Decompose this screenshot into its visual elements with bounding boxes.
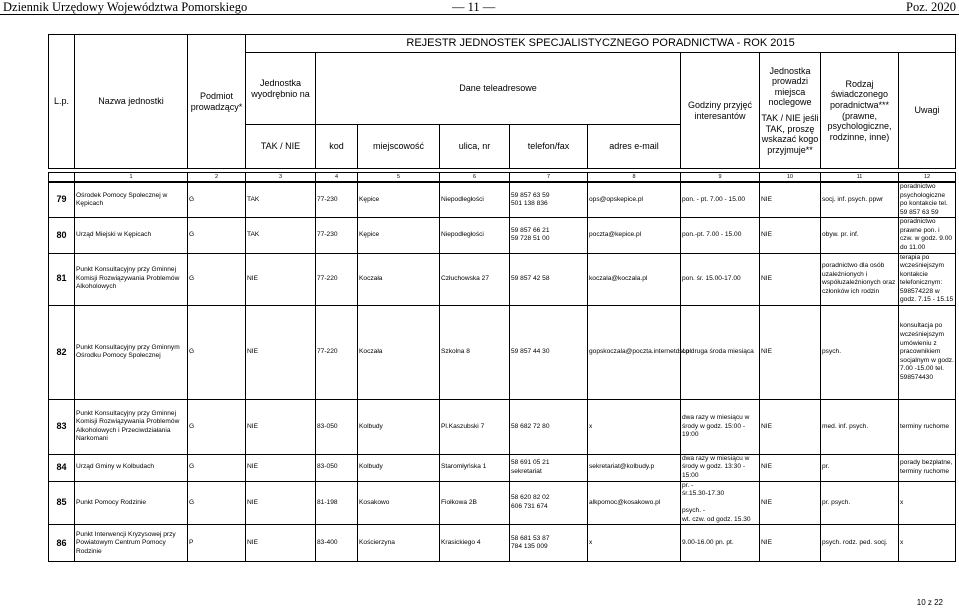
- header-street: ulica, nr: [440, 125, 510, 169]
- row-email: sekretariat@kolbudy.p: [588, 454, 681, 481]
- row-own-unit: NIE: [246, 481, 316, 525]
- column-number: [49, 173, 75, 182]
- row-service-type: psych.: [821, 305, 899, 399]
- row-phone: 59 857 63 59 501 138 836: [510, 183, 588, 218]
- row-lp: 84: [49, 454, 75, 481]
- header-own-unit-values: TAK / NIE: [246, 125, 316, 169]
- row-street: Pl.Kaszubski 7: [440, 399, 510, 454]
- row-city: Kolbudy: [358, 454, 440, 481]
- row-name: Punkt Pomocy Rodzinie: [75, 481, 188, 525]
- row-email: alkpomoc@kosakowo.pl: [588, 481, 681, 525]
- row-phone: 58 681 53 87 784 135 009: [510, 525, 588, 562]
- row-lodging: NIE: [760, 305, 821, 399]
- row-name: Punkt Konsultacyjny przy Gminnym Ośrodku Pomocy Społecznej: [75, 305, 188, 399]
- header-operator: Podmiot prowadzący*: [188, 35, 246, 169]
- header-postcode: kod: [316, 125, 358, 169]
- table-row: [49, 525, 956, 562]
- column-number-row: [48, 172, 956, 182]
- row-email: koczala@koczala.pl: [588, 253, 681, 305]
- row-phone: 59 857 42 58: [510, 253, 588, 305]
- header-name: Nazwa jednostki: [75, 35, 188, 169]
- row-own-unit: NIE: [246, 525, 316, 562]
- row-email: x: [588, 525, 681, 562]
- header-service-type: Rodzaj świadczonego poradnictwa*** (prawne, psychologiczne, rodzinne, inne): [821, 53, 899, 169]
- row-operator: P: [188, 525, 246, 562]
- running-header: [0, 0, 959, 14]
- row-lodging: NIE: [760, 454, 821, 481]
- row-remarks: x: [899, 481, 956, 525]
- row-street: Niepodległości: [440, 183, 510, 218]
- row-postcode: 83-050: [316, 399, 358, 454]
- table-row: [49, 305, 956, 399]
- row-operator: G: [188, 481, 246, 525]
- row-name: Ośrodek Pomocy Społecznej w Kępicach: [75, 183, 188, 218]
- row-remarks: konsultacja po wcześniejszym umówieniu z pracownikiem socjalnym w godz. 7.00 -15.00 tel. 598574430: [899, 305, 956, 399]
- column-number: 5: [358, 173, 440, 182]
- row-operator: G: [188, 454, 246, 481]
- row-remarks: porady bezpłatne, terminy ruchome: [899, 454, 956, 481]
- row-hours: pon. - pt. 7.00 - 15.00: [681, 183, 760, 218]
- row-city: Koczała: [358, 305, 440, 399]
- row-own-unit: NIE: [246, 399, 316, 454]
- row-hours: dwa razy w miesiącu w środy w godz. 15:00 - 19:00: [681, 399, 760, 454]
- column-number: 1: [75, 173, 188, 182]
- header-phone: telefon/fax: [510, 125, 588, 169]
- row-service-type: pr. psych.: [821, 481, 899, 525]
- row-operator: G: [188, 399, 246, 454]
- row-postcode: 77-220: [316, 305, 358, 399]
- row-postcode: 81-198: [316, 481, 358, 525]
- row-postcode: 83-400: [316, 525, 358, 562]
- column-number: 6: [440, 173, 510, 182]
- row-lodging: NIE: [760, 525, 821, 562]
- header-own-unit: Jednostka wyodrębnio na: [246, 53, 316, 125]
- row-service-type: obyw. pr. inf.: [821, 218, 899, 253]
- column-number: 11: [821, 173, 899, 182]
- row-remarks: poradnictwo prawne pon. i czw. w godz. 9.00 do 11.00: [899, 218, 956, 253]
- row-street: Staromłyńska 1: [440, 454, 510, 481]
- row-street: Człuchowska 27: [440, 253, 510, 305]
- table-row: [49, 218, 956, 253]
- header-lp: L.p.: [49, 35, 75, 169]
- row-own-unit: NIE: [246, 253, 316, 305]
- header-hours: Godziny przyjęć interesantów: [681, 53, 760, 169]
- row-street: Niepodległości: [440, 218, 510, 253]
- table-row: [49, 399, 956, 454]
- row-remarks: poradnictwo psychologiczne po kontakcie tel. 59 857 63 59: [899, 183, 956, 218]
- row-lp: 83: [49, 399, 75, 454]
- header-lodging-label: Jednostka prowadzi miejsca noclegowe: [768, 65, 812, 108]
- journal-title: Dziennik Urzędowy Województwa Pomorskiego: [3, 0, 248, 14]
- column-number: 4: [316, 173, 358, 182]
- row-own-unit: TAK: [246, 183, 316, 218]
- row-lodging: NIE: [760, 253, 821, 305]
- journal-page-number: — 11 —: [452, 0, 496, 14]
- table-row: [49, 253, 956, 305]
- row-remarks: x: [899, 525, 956, 562]
- row-city: Kolbudy: [358, 399, 440, 454]
- row-phone: 58 691 05 21 sekretariat: [510, 454, 588, 481]
- row-hours: pr. - śr.15.30-17.30 psych. - wt. czw. od godz. 15.30: [681, 481, 760, 525]
- row-lp: 79: [49, 183, 75, 218]
- column-number: 7: [510, 173, 588, 182]
- register-title: REJESTR JEDNOSTEK SPECJALISTYCZNEGO PORADNICTWA - ROK 2015: [246, 35, 956, 53]
- row-street: Szkolna 8: [440, 305, 510, 399]
- row-operator: G: [188, 253, 246, 305]
- row-operator: G: [188, 183, 246, 218]
- header-city: miejscowość: [358, 125, 440, 169]
- row-hours: dwa razy w miesiącu w środy w godz. 13:30 - 15:00: [681, 454, 760, 481]
- row-name: Punkt Interwencji Kryzysowej przy Powiatowym Centrum Pomocy Rodzinie: [75, 525, 188, 562]
- header-lodging-values: TAK / NIE jeśli TAK, proszę wskazać kogo przyjmuje**: [761, 113, 819, 155]
- row-phone: 58 682 72 80: [510, 399, 588, 454]
- column-number: 12: [899, 173, 956, 182]
- row-email: x: [588, 399, 681, 454]
- row-city: Kępice: [358, 218, 440, 253]
- row-service-type: med. inf. psych.: [821, 399, 899, 454]
- row-phone: 58 620 82 02 606 731 674: [510, 481, 588, 525]
- row-city: Koczała: [358, 253, 440, 305]
- row-city: Kępice: [358, 183, 440, 218]
- register-data-table: [48, 182, 956, 562]
- row-operator: G: [188, 218, 246, 253]
- row-city: Kosakowo: [358, 481, 440, 525]
- row-service-type: poradnictwo dla osób uzależnionych i współuzależnionych oraz członków ich rodzin: [821, 253, 899, 305]
- row-lp: 82: [49, 305, 75, 399]
- column-number: 2: [188, 173, 246, 182]
- row-lodging: NIE: [760, 481, 821, 525]
- page-counter: 10 z 22: [916, 598, 943, 607]
- row-name: Punkt Konsultacyjny przy Gminnej Komisji Rozwiązywania Problemów Alkoholowych: [75, 253, 188, 305]
- row-hours: co druga środa miesiąca: [681, 305, 760, 399]
- row-email: gopskoczala@poczta.internetdsl.pl: [588, 305, 681, 399]
- row-postcode: 77-230: [316, 183, 358, 218]
- header-email: adres e-mail: [588, 125, 681, 169]
- row-operator: G: [188, 305, 246, 399]
- row-own-unit: NIE: [246, 305, 316, 399]
- table-row: [49, 481, 956, 525]
- row-name: Punkt Konsultacyjny przy Gminnej Komisji Rozwiązywania Problemów Alkoholowych i Przeciwdziałania Narkomani: [75, 399, 188, 454]
- row-email: poczta@kepice.pl: [588, 218, 681, 253]
- header-lodging: [760, 53, 821, 169]
- row-lp: 85: [49, 481, 75, 525]
- row-lp: 81: [49, 253, 75, 305]
- row-city: Kościerzyna: [358, 525, 440, 562]
- row-own-unit: TAK: [246, 218, 316, 253]
- column-number: 10: [760, 173, 821, 182]
- row-lodging: NIE: [760, 399, 821, 454]
- row-service-type: psych. rodz. ped. socj.: [821, 525, 899, 562]
- row-lodging: NIE: [760, 218, 821, 253]
- row-lp: 80: [49, 218, 75, 253]
- column-number: 3: [246, 173, 316, 182]
- row-phone: 59 857 66 21 59 728 51 00: [510, 218, 588, 253]
- row-email: ops@opskepice.pl: [588, 183, 681, 218]
- header-contact-group: Dane teleadresowe: [316, 53, 681, 125]
- row-postcode: 77-230: [316, 218, 358, 253]
- table-row: [49, 454, 956, 481]
- row-hours: pon. śr. 15.00-17.00: [681, 253, 760, 305]
- row-lp: 86: [49, 525, 75, 562]
- register-header-table: [48, 34, 956, 169]
- table-row: [49, 183, 956, 218]
- row-lodging: NIE: [760, 183, 821, 218]
- row-service-type: pr.: [821, 454, 899, 481]
- row-remarks: terapia po wcześniejszym kontakcie telefonicznym: 598574228 w godz. 7.15 - 15.15: [899, 253, 956, 305]
- row-hours: pon.-pt. 7.00 - 15.00: [681, 218, 760, 253]
- row-hours: 9.00-16.00 pn. pt.: [681, 525, 760, 562]
- header-rule: [0, 14, 959, 15]
- journal-entry-number: Poz. 2020: [906, 0, 956, 14]
- row-phone: 59 857 44 30: [510, 305, 588, 399]
- row-service-type: socj. inf. psych. ppwr: [821, 183, 899, 218]
- header-remarks: Uwagi: [899, 53, 956, 169]
- row-name: Urząd Miejski w Kępicach: [75, 218, 188, 253]
- row-own-unit: NIE: [246, 454, 316, 481]
- row-postcode: 83-050: [316, 454, 358, 481]
- column-number: 8: [588, 173, 681, 182]
- row-street: Krasickiego 4: [440, 525, 510, 562]
- row-postcode: 77-220: [316, 253, 358, 305]
- column-number: 9: [681, 173, 760, 182]
- row-remarks: terminy ruchome: [899, 399, 956, 454]
- row-street: Fiołkowa 2B: [440, 481, 510, 525]
- row-name: Urząd Gminy w Kolbudach: [75, 454, 188, 481]
